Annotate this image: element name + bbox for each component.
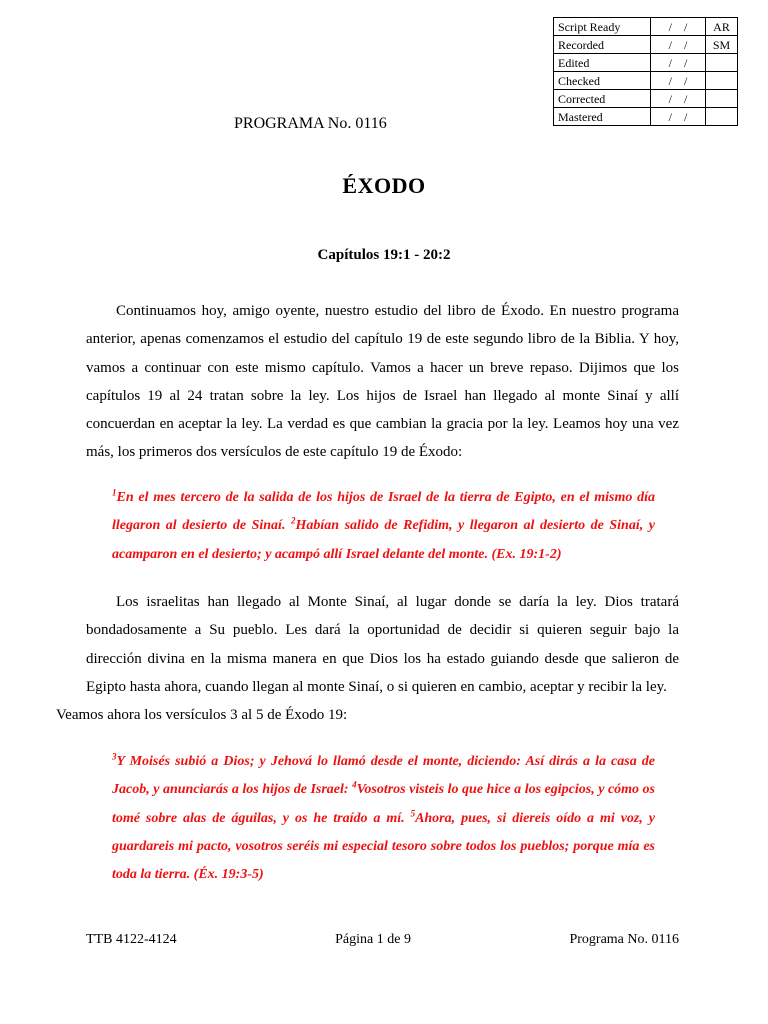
footer-program: Programa No. 0116 xyxy=(569,932,679,947)
status-date: / / xyxy=(651,108,706,126)
verse-number: 5 xyxy=(410,807,416,818)
status-row-mastered xyxy=(554,108,738,126)
document-title: ÉXODO xyxy=(342,173,426,198)
status-label: Edited xyxy=(554,54,651,72)
status-initials xyxy=(706,108,738,126)
scripture-quote-1 xyxy=(112,484,655,569)
status-date: / / xyxy=(651,54,706,72)
status-row-checked xyxy=(554,72,738,90)
status-initials: AR xyxy=(706,18,738,36)
verse-number: 3 xyxy=(112,751,117,762)
verse-text: Vosotros visteis lo que hice a los egipcios, y cómo os tomé sobre alas de águilas, y os he traído a mí. xyxy=(112,782,656,826)
page-footer xyxy=(86,932,679,948)
status-date: / / xyxy=(651,72,706,90)
chapter-subtitle: Capítulos 19:1 - 20:2 xyxy=(317,247,451,263)
verse-text: Habían salido de Refidim, y llegaron al desierto de Sinaí, y acamparon en el desierto; y acampó allí Israel delante del monte. (Ex. 19:1-2) xyxy=(112,518,655,562)
status-row-edited xyxy=(554,54,738,72)
status-initials xyxy=(706,54,738,72)
verse-number: 2 xyxy=(290,515,296,526)
status-table xyxy=(553,17,738,126)
status-label: Recorded xyxy=(554,36,651,54)
verse-number: 1 xyxy=(112,487,117,498)
status-row-script-ready xyxy=(554,18,738,36)
status-date: / / xyxy=(651,90,706,108)
footer-page-number: Página 1 de 9 xyxy=(335,932,411,947)
status-date: / / xyxy=(651,36,706,54)
verse-number: 4 xyxy=(352,779,357,790)
paragraph-commentary-text: Los israelitas han llegado al Monte Sinaí, al lugar donde se daría la ley. Dios tratará bondadosamente a Su pueblo. Les dará la oportunidad de decidir si quieren seguir bajo la dirección divina en la misma manera en que Dios los ha estado guiando desde que salieron de Egipto hasta ahora, cuando llegan al monte Sinaí, o si quieren en cambio, aceptar y recibir la ley. xyxy=(86,594,679,695)
program-header: PROGRAMA No. 0116 xyxy=(234,115,387,132)
status-date: / / xyxy=(651,18,706,36)
status-initials xyxy=(706,90,738,108)
paragraph-intro: Continuamos hoy, amigo oyente, nuestro estudio del libro de Éxodo. En nuestro programa anterior, apenas comenzamos el estudio del capítulo 19 de este segundo libro de la Biblia. Y hoy, vamos a continuar con este mismo capítulo. Vamos a hacer un breve repaso. Dijimos que los capítulos 19 al 24 tratan sobre la ley. Los hijos de Israel han llegado al monte Sinaí y allí concuerdan en aceptar la ley. La verdad es que cambian la gracia por la ley. Leamos hoy una vez más, los primeros dos versículos de este capítulo 19 de Éxodo: xyxy=(86,303,679,461)
paragraph-commentary xyxy=(56,588,679,729)
verse-text: Ahora, pues, si diereis oído a mi voz, y guardareis mi pacto, vosotros seréis mi especial tesoro sobre todos los pueblos; porque mía es toda la tierra. (Éx. 19:3-5) xyxy=(112,810,655,883)
status-label: Mastered xyxy=(554,108,651,126)
status-row-recorded xyxy=(554,36,738,54)
verse-text: Y Moisés subió a Dios; y Jehová lo llamó desde el monte, diciendo: Así dirás a la casa de Jacob, y anunciarás a los hijos de Israel: xyxy=(112,754,655,798)
footer-code: TTB 4122-4124 xyxy=(86,932,177,947)
status-initials xyxy=(706,72,738,90)
status-label: Corrected xyxy=(554,90,651,108)
status-row-corrected xyxy=(554,90,738,108)
paragraph-commentary-end: Veamos ahora los versículos 3 al 5 de Éxodo 19: xyxy=(56,707,348,724)
status-label: Script Ready xyxy=(554,18,651,36)
verse-text: En el mes tercero de la salida de los hijos de Israel de la tierra de Egipto, en el mismo día llegaron al desierto de Sinaí. xyxy=(112,490,655,534)
scripture-quote-2 xyxy=(112,748,655,889)
status-initials: SM xyxy=(706,36,738,54)
status-label: Checked xyxy=(554,72,651,90)
